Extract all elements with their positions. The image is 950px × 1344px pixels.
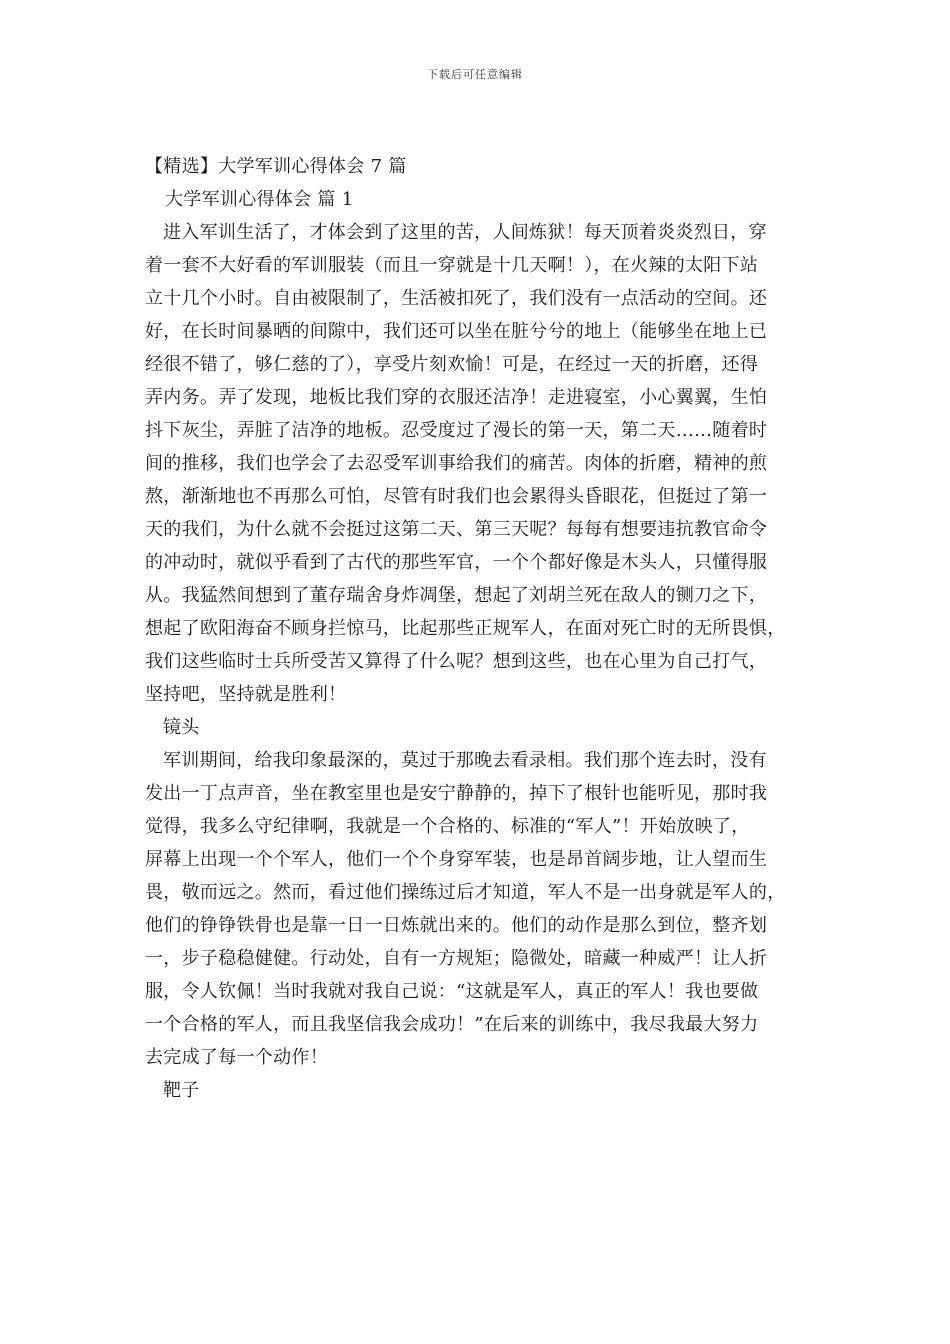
paragraph-line: 去完成了每一个动作！ [145, 1047, 328, 1068]
paragraph-line: 他们的铮铮铁骨也是靠一日一日炼就出来的。他们的动作是那么到位，整齐划 [145, 915, 768, 936]
paragraph-line: 进入军训生活了，才体会到了这里的苦，人间炼狱！每天顶着炎炎烈日，穿 [163, 222, 767, 243]
section-heading-shot: 镜头 [163, 717, 200, 738]
paragraph-line: 服，令人钦佩！当时我就对我自己说：“这就是军人，真正的军人！我也要做 [145, 981, 759, 1002]
paragraph-line: 军训期间，给我印象最深的，莫过于那晚去看录相。我们那个连去时，没有 [163, 750, 767, 771]
paragraph-line: 间的推移，我们也学会了去忍受军训事给我们的痛苦。肉体的折磨，精神的煎 [145, 453, 768, 474]
header-note: 下载后可任意编辑 [427, 68, 523, 81]
paragraph-line: 立十几个小时。自由被限制了，生活被扣死了，我们没有一点活动的空间。还 [145, 288, 768, 309]
document-title: 【精选】大学军训心得体会 7 篇 [145, 156, 407, 177]
section-subtitle: 大学军训心得体会 篇 1 [165, 189, 354, 210]
paragraph-line: 经很不错了，够仁慈的了），享受片刻欢愉！可是，在经过一天的折磨，还得 [145, 354, 759, 375]
paragraph-line: 抖下灰尘，弄脏了洁净的地板。忍受度过了漫长的第一天，第二天……随着时 [145, 420, 768, 441]
paragraph-line: 坚持吧，坚持就是胜利！ [145, 684, 347, 705]
paragraph-2 [145, 744, 825, 1074]
paragraph-line: 的冲动时，就似乎看到了古代的那些军官，一个个都好像是木头人，只懂得服 [145, 552, 768, 573]
paragraph-line: 好，在长时间暴晒的间隙中，我们还可以坐在脏兮兮的地上（能够坐在地上已 [145, 321, 768, 342]
paragraph-1 [145, 216, 825, 711]
paragraph-line: 着一套不大好看的军训服装（而且一穿就是十几天啊！），在火辣的太阳下站 [145, 255, 759, 276]
paragraph-line: 屏幕上出现一个个军人，他们一个个身穿军装，也是昂首阔步地，让人望而生 [145, 849, 768, 870]
paragraph-line: 发出一丁点声音，坐在教室里也是安宁静静的，掉下了根针也能听见，那时我 [145, 783, 768, 804]
paragraph-line: 觉得，我多么守纪律啊，我就是一个合格的、标准的“军人”！开始放映了， [145, 816, 750, 837]
paragraph-line: 想起了欧阳海奋不顾身拦惊马，比起那些正规军人，在面对死亡时的无所畏惧， [145, 618, 786, 639]
paragraph-line: 从。我猛然间想到了董存瑞舍身炸凋堡，想起了刘胡兰死在敌人的铡刀之下， [145, 585, 768, 606]
paragraph-line: 一个合格的军人，而且我坚信我会成功！”在后来的训练中，我尽我最大努力 [145, 1014, 759, 1035]
paragraph-line: 天的我们，为什么就不会挺过这第二天、第三天呢？每每有想要违抗教官命令 [145, 519, 768, 540]
paragraph-line: 我们这些临时士兵所受苦又算得了什么呢？想到这些，也在心里为自己打气， [145, 651, 768, 672]
paragraph-line: 一，步子稳稳健健。行动处，自有一方规矩；隐微处，暗藏一种威严！让人折 [145, 948, 768, 969]
document-body [145, 150, 825, 1107]
section-heading-target: 靶子 [163, 1080, 200, 1101]
paragraph-line: 弄内务。弄了发现，地板比我们穿的衣服还洁净！走进寝室，小心翼翼，生怕 [145, 387, 768, 408]
paragraph-line: 熬，渐渐地也不再那么可怕，尽管有时我们也会累得头昏眼花，但挺过了第一 [145, 486, 768, 507]
paragraph-line: 畏，敬而远之。然而，看过他们操练过后才知道，军人不是一出身就是军人的， [145, 882, 786, 903]
